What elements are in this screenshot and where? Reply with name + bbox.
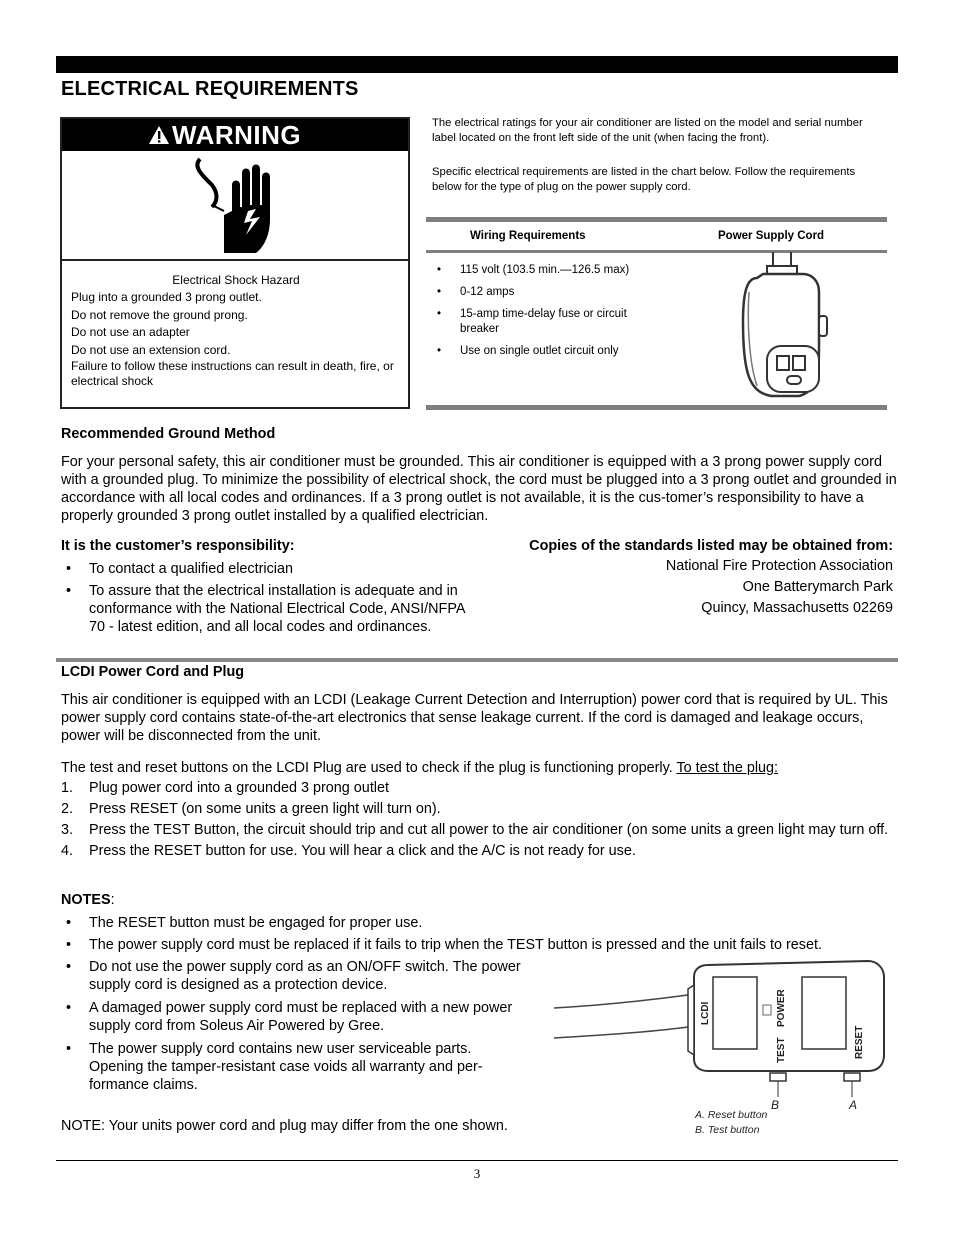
test-steps-list <box>61 779 897 860</box>
warning-box <box>60 117 410 409</box>
diagram-label-power: POWER <box>776 989 787 1027</box>
power-plug-illustration <box>735 252 830 400</box>
warning-line: Do not remove the ground prong. <box>71 307 248 322</box>
list-item: • The power supply cord must be replaced if it fails to trip when the TEST button is pressed and the unit fails to reset. <box>61 936 897 954</box>
warning-triangle-icon <box>148 125 170 145</box>
diagram-label-b: B <box>771 1098 780 1112</box>
final-note: NOTE: Your units power cord and plug may differ from the one shown. <box>61 1118 508 1134</box>
list-item: 4. Press the RESET button for use. You will hear a click and the A/C is not ready for use. <box>61 843 636 859</box>
standards-line: Quincy, Massachusetts 02269 <box>701 600 893 616</box>
diagram-label-a: A <box>849 1098 858 1112</box>
list-item: • Do not use the power supply cord as an ON/OFF switch. The power supply cord is designed as a protection device. <box>61 958 521 994</box>
list-item: • Use on single outlet circuit only <box>432 344 632 359</box>
lcdi-test-intro: The test and reset buttons on the LCDI Plug are used to check if the plug is functioning properly. <box>61 760 673 776</box>
footer-rule <box>56 1160 898 1161</box>
top-rule <box>56 56 898 73</box>
page-title: ELECTRICAL REQUIREMENTS <box>61 78 359 100</box>
intro-paragraph-1: The electrical ratings for your air conditioner are listed on the model and serial number label located on the front left side of the unit (when facing the front). <box>432 117 863 144</box>
wiring-list <box>432 263 632 366</box>
standards-line: National Fire Protection Association <box>665 558 893 574</box>
standards-line: One Batterymarch Park <box>742 579 893 595</box>
warning-header <box>62 119 408 151</box>
list-item: • The power supply cord contains new user serviceable parts. Opening the tamper-resistant case voids all warranty and per-formance claims. <box>61 1040 521 1094</box>
diagram-caption-b: B. Test button <box>695 1124 760 1136</box>
electric-shock-hand-icon <box>190 155 290 255</box>
table-header-cord: Power Supply Cord <box>718 230 825 242</box>
responsibility-list <box>61 560 471 636</box>
diagram-label-test: TEST <box>776 1037 787 1063</box>
list-item: 1. Plug power cord into a grounded 3 prong outlet <box>61 780 390 796</box>
list-item: • 0-12 amps <box>432 285 632 300</box>
diagram-caption-a: A. Reset button <box>695 1109 768 1121</box>
list-item: • 15-amp time-delay fuse or circuit breaker <box>432 307 632 337</box>
standards-heading: Copies of the standards listed may be obtained from: <box>529 538 893 554</box>
responsibility-heading: It is the customer’s responsibility: <box>61 538 295 554</box>
list-item: • To assure that the electrical installation is adequate and in conformance with the National Electrical Code, ANSI/NFPA 70 - latest edition, and all local codes and ordinances. <box>61 582 471 636</box>
warning-label: WARNING <box>172 120 302 150</box>
warning-line: Failure to follow these instructions can result in death, fire, or electrical shock <box>71 359 394 389</box>
diagram-label-lcdi: LCDI <box>700 1001 711 1025</box>
list-item: • The RESET button must be engaged for proper use. <box>61 914 897 932</box>
diagram-label-reset: RESET <box>854 1025 865 1059</box>
list-item: • To contact a qualified electrician <box>61 560 471 578</box>
lcdi-plug-diagram <box>548 955 894 1140</box>
warning-line: Plug into a grounded 3 prong outlet. <box>71 290 262 305</box>
test-plug-link: To test the plug: <box>676 760 779 776</box>
table-bottom-rule <box>426 405 887 410</box>
lcdi-paragraph: This air conditioner is equipped with an LCDI (Leakage Current Detection and Interruption) power cord that is required by UL. This power supply cord contains state-of-the-art electronics that sense leakage current. If the cord is damaged and leakage occurs, power will be disconnected from the unit. <box>61 692 888 744</box>
list-item: 2. Press RESET (on some units a green light will turn on). <box>61 801 441 817</box>
section-rule <box>56 658 898 662</box>
hazard-title: Electrical Shock Hazard <box>172 273 300 287</box>
notes-heading: NOTES <box>61 892 111 908</box>
notes-list-wide <box>61 914 897 954</box>
list-item: • 115 volt (103.5 min.—126.5 max) <box>432 263 632 278</box>
table-top-rule <box>426 217 887 222</box>
warning-line: Do not use an extension cord. <box>71 342 231 357</box>
ground-paragraph: For your personal safety, this air conditioner must be grounded. This air conditioner is equipped with a 3 prong power supply cord with a grounded plug. To minimize the possibility of electrical shock, the cord must be plugged into a 3 prong outlet and grounded in accordance with all local codes and ordinances. If a 3 prong outlet is not available, it is the cus-tomer’s responsibility to have a properly grounded 3 prong outlet installed by a qualified electrician. <box>61 454 897 524</box>
page-number: 3 <box>473 1166 481 1181</box>
warning-line: Do not use an adapter <box>71 325 190 340</box>
table-header-wiring: Wiring Requirements <box>470 230 586 242</box>
list-item: 3. Press the TEST Button, the circuit should trip and cut all power to the air conditioner (on some units a green light may turn off. <box>61 822 889 838</box>
ground-heading: Recommended Ground Method <box>61 426 276 442</box>
intro-paragraph-2: Specific electrical requirements are listed in the chart below. Follow the requirements below for the type of plug on the power supply cord. <box>432 166 856 193</box>
lcdi-heading: LCDI Power Cord and Plug <box>61 664 245 680</box>
notes-list-narrow <box>61 958 521 1094</box>
list-item: • A damaged power supply cord must be replaced with a new power supply cord from Soleus Air Powered by Gree. <box>61 999 521 1035</box>
